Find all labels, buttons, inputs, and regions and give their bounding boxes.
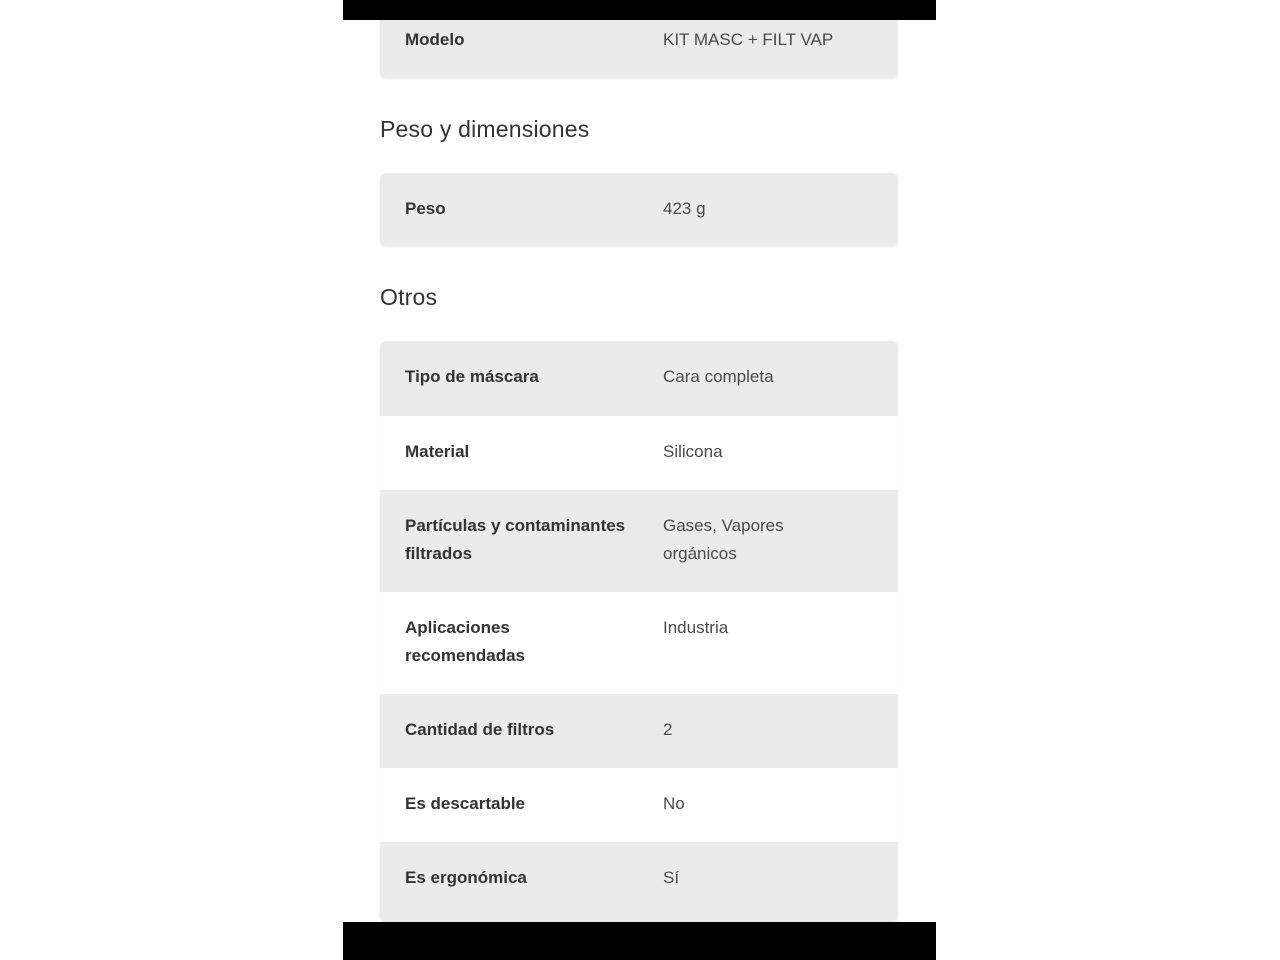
row-value: Industria xyxy=(663,618,729,637)
table-row xyxy=(380,592,898,694)
row-label: Es ergonómica xyxy=(405,868,527,887)
row-label: Partículas y contaminantes filtrados xyxy=(405,516,626,563)
row-label: Tipo de máscara xyxy=(405,367,539,386)
status-bar xyxy=(343,0,936,20)
weight-table xyxy=(380,173,898,246)
row-value: Silicona xyxy=(663,442,723,461)
row-value: Gases, Vapores orgánicos xyxy=(663,516,784,563)
row-label: Es descartable xyxy=(405,794,526,813)
row-value: Cara completa xyxy=(663,367,774,386)
other-table xyxy=(380,341,898,922)
row-value: KIT MASC + FILT VAP xyxy=(663,30,834,49)
model-table xyxy=(380,20,898,78)
table-row xyxy=(380,490,898,592)
row-label: Modelo xyxy=(405,30,465,49)
table-row xyxy=(380,768,898,842)
section-title-weight: Peso y dimensiones xyxy=(380,116,590,142)
row-value: 2 xyxy=(663,720,673,739)
row-label: Cantidad de filtros xyxy=(405,720,555,739)
table-row xyxy=(380,416,898,490)
row-label: Material xyxy=(405,442,470,461)
row-label: Peso xyxy=(405,199,446,218)
table-row xyxy=(380,842,898,922)
row-value: No xyxy=(663,794,685,813)
table-row xyxy=(380,20,898,78)
navigation-bar xyxy=(343,922,936,960)
row-value: 423 g xyxy=(663,199,706,218)
table-row xyxy=(380,341,898,416)
specs-content xyxy=(343,20,936,922)
row-value: Sí xyxy=(663,868,680,887)
row-label: Aplicaciones recomendadas xyxy=(405,618,525,665)
section-title-other: Otros xyxy=(380,284,438,310)
phone-screen xyxy=(343,0,936,960)
table-row xyxy=(380,173,898,246)
table-row xyxy=(380,694,898,768)
